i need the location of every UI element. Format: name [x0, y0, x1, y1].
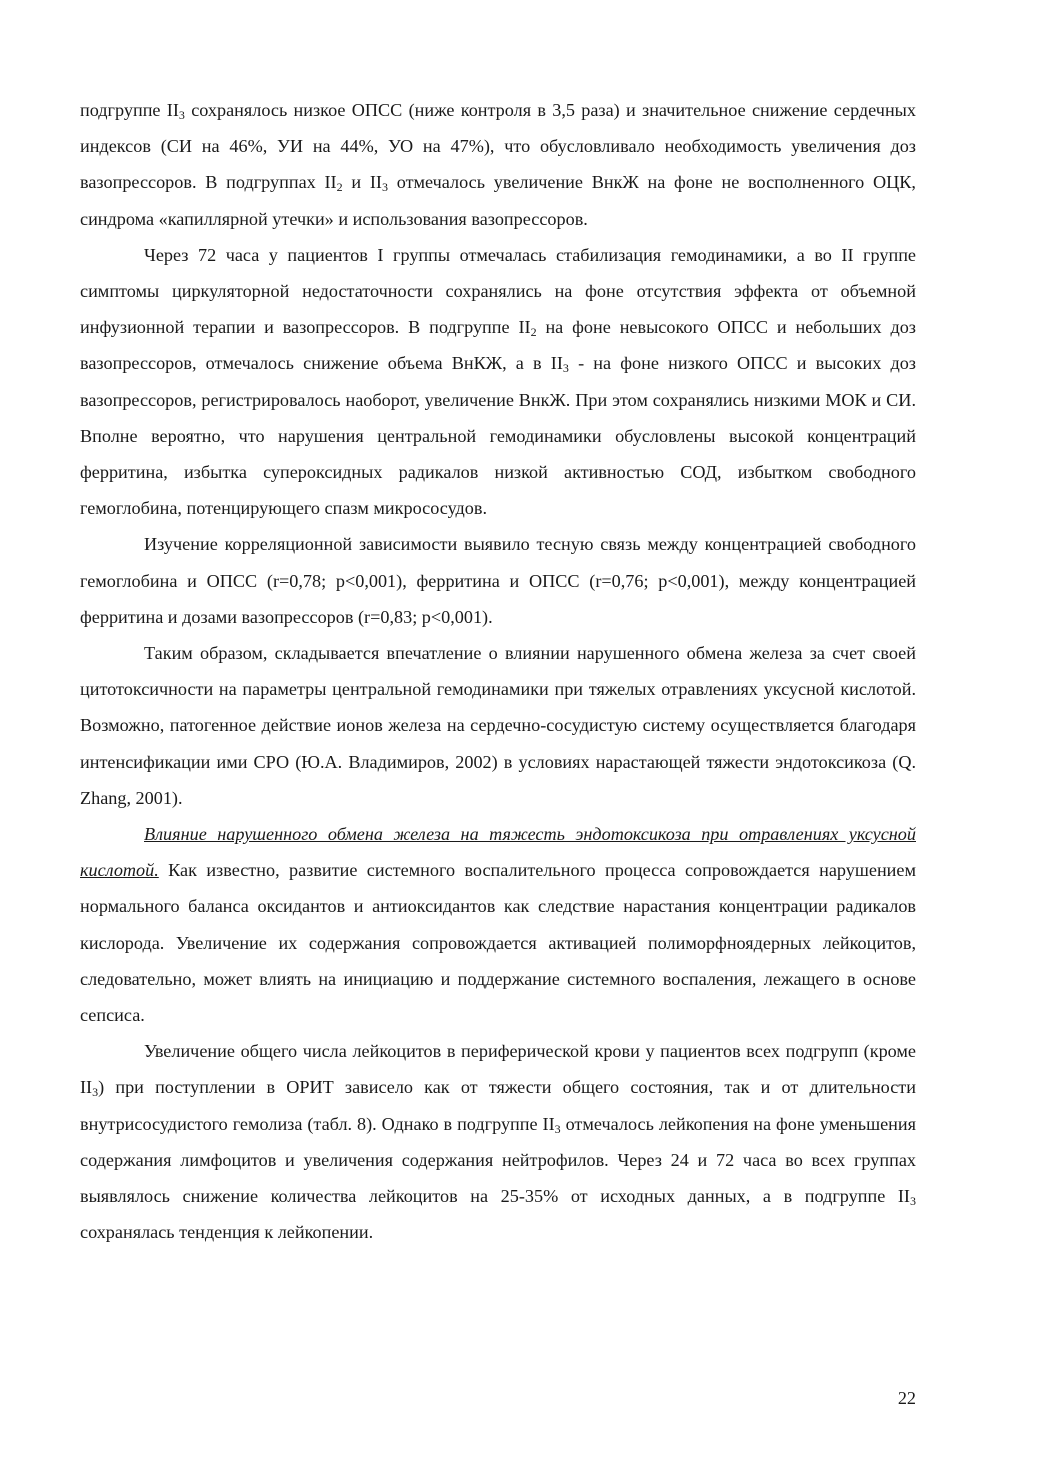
paragraph-text: сохранялось низкое ОПСС (ниже контроля в 3,5 раза) и значительное снижение сердечных индексов (СИ на 46%, УИ на 44%, УО на 47%), что обусловливало необходимость увеличения доз вазопрессоров. В подгруппах II [80, 100, 916, 193]
paragraph-5 [80, 816, 916, 1033]
paragraph-text: Изучение корреляционной зависимости выявило тесную связь между концентрацией свободного гемоглобина и ОПСС (r=0,78; p<0,001), ферритина и ОПСС (r=0,76; p<0,001), между концентрацией ферритина и дозами вазопрессоров (r=0,83; p<0,001). [80, 534, 916, 627]
paragraph-text: сохранялась тенденция к лейкопении. [80, 1222, 374, 1243]
subscript: 3 [381, 180, 388, 195]
subscript: 3 [92, 1085, 99, 1100]
paragraph-text: - на фоне низкого ОПСС и высоких доз вазопрессоров, регистрировалось наоборот, увеличение ВнкЖ. При этом сохранялись низкими МОК и СИ. Вполне вероятно, что нарушения центральной гемодинамики обусловлены высокой концентраций ферритина, избытка супероксидных радикалов низкой активностью СОД, избытком свободного гемоглобина, потенцирующего спазм микрососудов. [80, 353, 916, 519]
subscript: 3 [562, 361, 569, 376]
paragraph-text: отмечалось лейкопения на фоне уменьшения содержания лимфоцитов и увеличения содержания нейтрофилов. Через 24 и 72 часа во всех группах выявлялось снижение количества лейкоцитов на 25-35% от исходных данных, а в подгруппе II [80, 1113, 917, 1207]
subscript: 2 [336, 180, 343, 195]
subscript: 3 [554, 1121, 561, 1136]
paragraph-text: отмечалось увеличение ВнкЖ на фоне не восполненного ОЦК, синдрома «капиллярной утечки» и использования вазопрессоров. [80, 172, 916, 229]
paragraph-text: подгруппе II [80, 100, 179, 120]
paragraph-text: ) при поступлении в ОРИТ зависело как от тяжести общего состояния, так и от длительности внутрисосудистого гемолиза (табл. 8). Однако в подгруппе II [80, 1077, 916, 1134]
paragraph-6 [80, 1033, 916, 1250]
paragraph-text: Через 72 часа у пациентов I группы отмечалась стабилизация гемодинамики, а во II группе симптомы циркуляторной недостаточности сохранялись на фоне отсутствия эффекта от объемной инфузионной терапии и вазопрессоров. В подгруппе II [80, 244, 916, 338]
paragraph-2 [80, 237, 916, 527]
paragraph-3 [80, 526, 916, 635]
paragraph-4 [80, 635, 916, 816]
paragraph-text: на фоне невысокого ОПСС и небольших доз вазопрессоров, отмечалось снижение объема ВнКЖ, а в II [80, 317, 916, 374]
paragraph-1 [80, 92, 916, 237]
subscript: 2 [530, 325, 537, 340]
document-page [80, 92, 916, 1251]
paragraph-text: Увеличение общего числа лейкоцитов в периферической крови у пациентов всех подгрупп (кроме II [80, 1041, 916, 1098]
paragraph-text: и II [342, 172, 382, 193]
subscript: 3 [178, 108, 185, 122]
section-heading: Влияние нарушенного обмена железа на тяжесть эндотоксикоза при отравлениях уксусной кислотой. [80, 824, 916, 881]
page-number: 22 [897, 1388, 916, 1408]
subscript: 3 [910, 1194, 916, 1209]
paragraph-text: Как известно, развитие системного воспалительного процесса сопровождается нарушением нормального баланса оксидантов и антиоксидантов как следствие нарастания концентрации радикалов кислорода. Увеличение их содержания сопровождается активацией полиморфноядерных лейкоцитов, следовательно, может влиять на инициацию и поддержание системного воспаления, лежащего в основе сепсиса. [80, 860, 916, 1026]
paragraph-text: Таким образом, складывается впечатление о влиянии нарушенного обмена железа за счет своей цитотоксичности на параметры центральной гемодинамики при тяжелых отравлениях уксусной кислотой. Возможно, патогенное действие ионов железа на сердечно-сосудистую систему осуществляется благодаря интенсификации ими СРО (Ю.А. Владимиров, 2002) в условиях нарастающей тяжести эндотоксикоза (Q. Zhang, 2001). [80, 643, 916, 808]
